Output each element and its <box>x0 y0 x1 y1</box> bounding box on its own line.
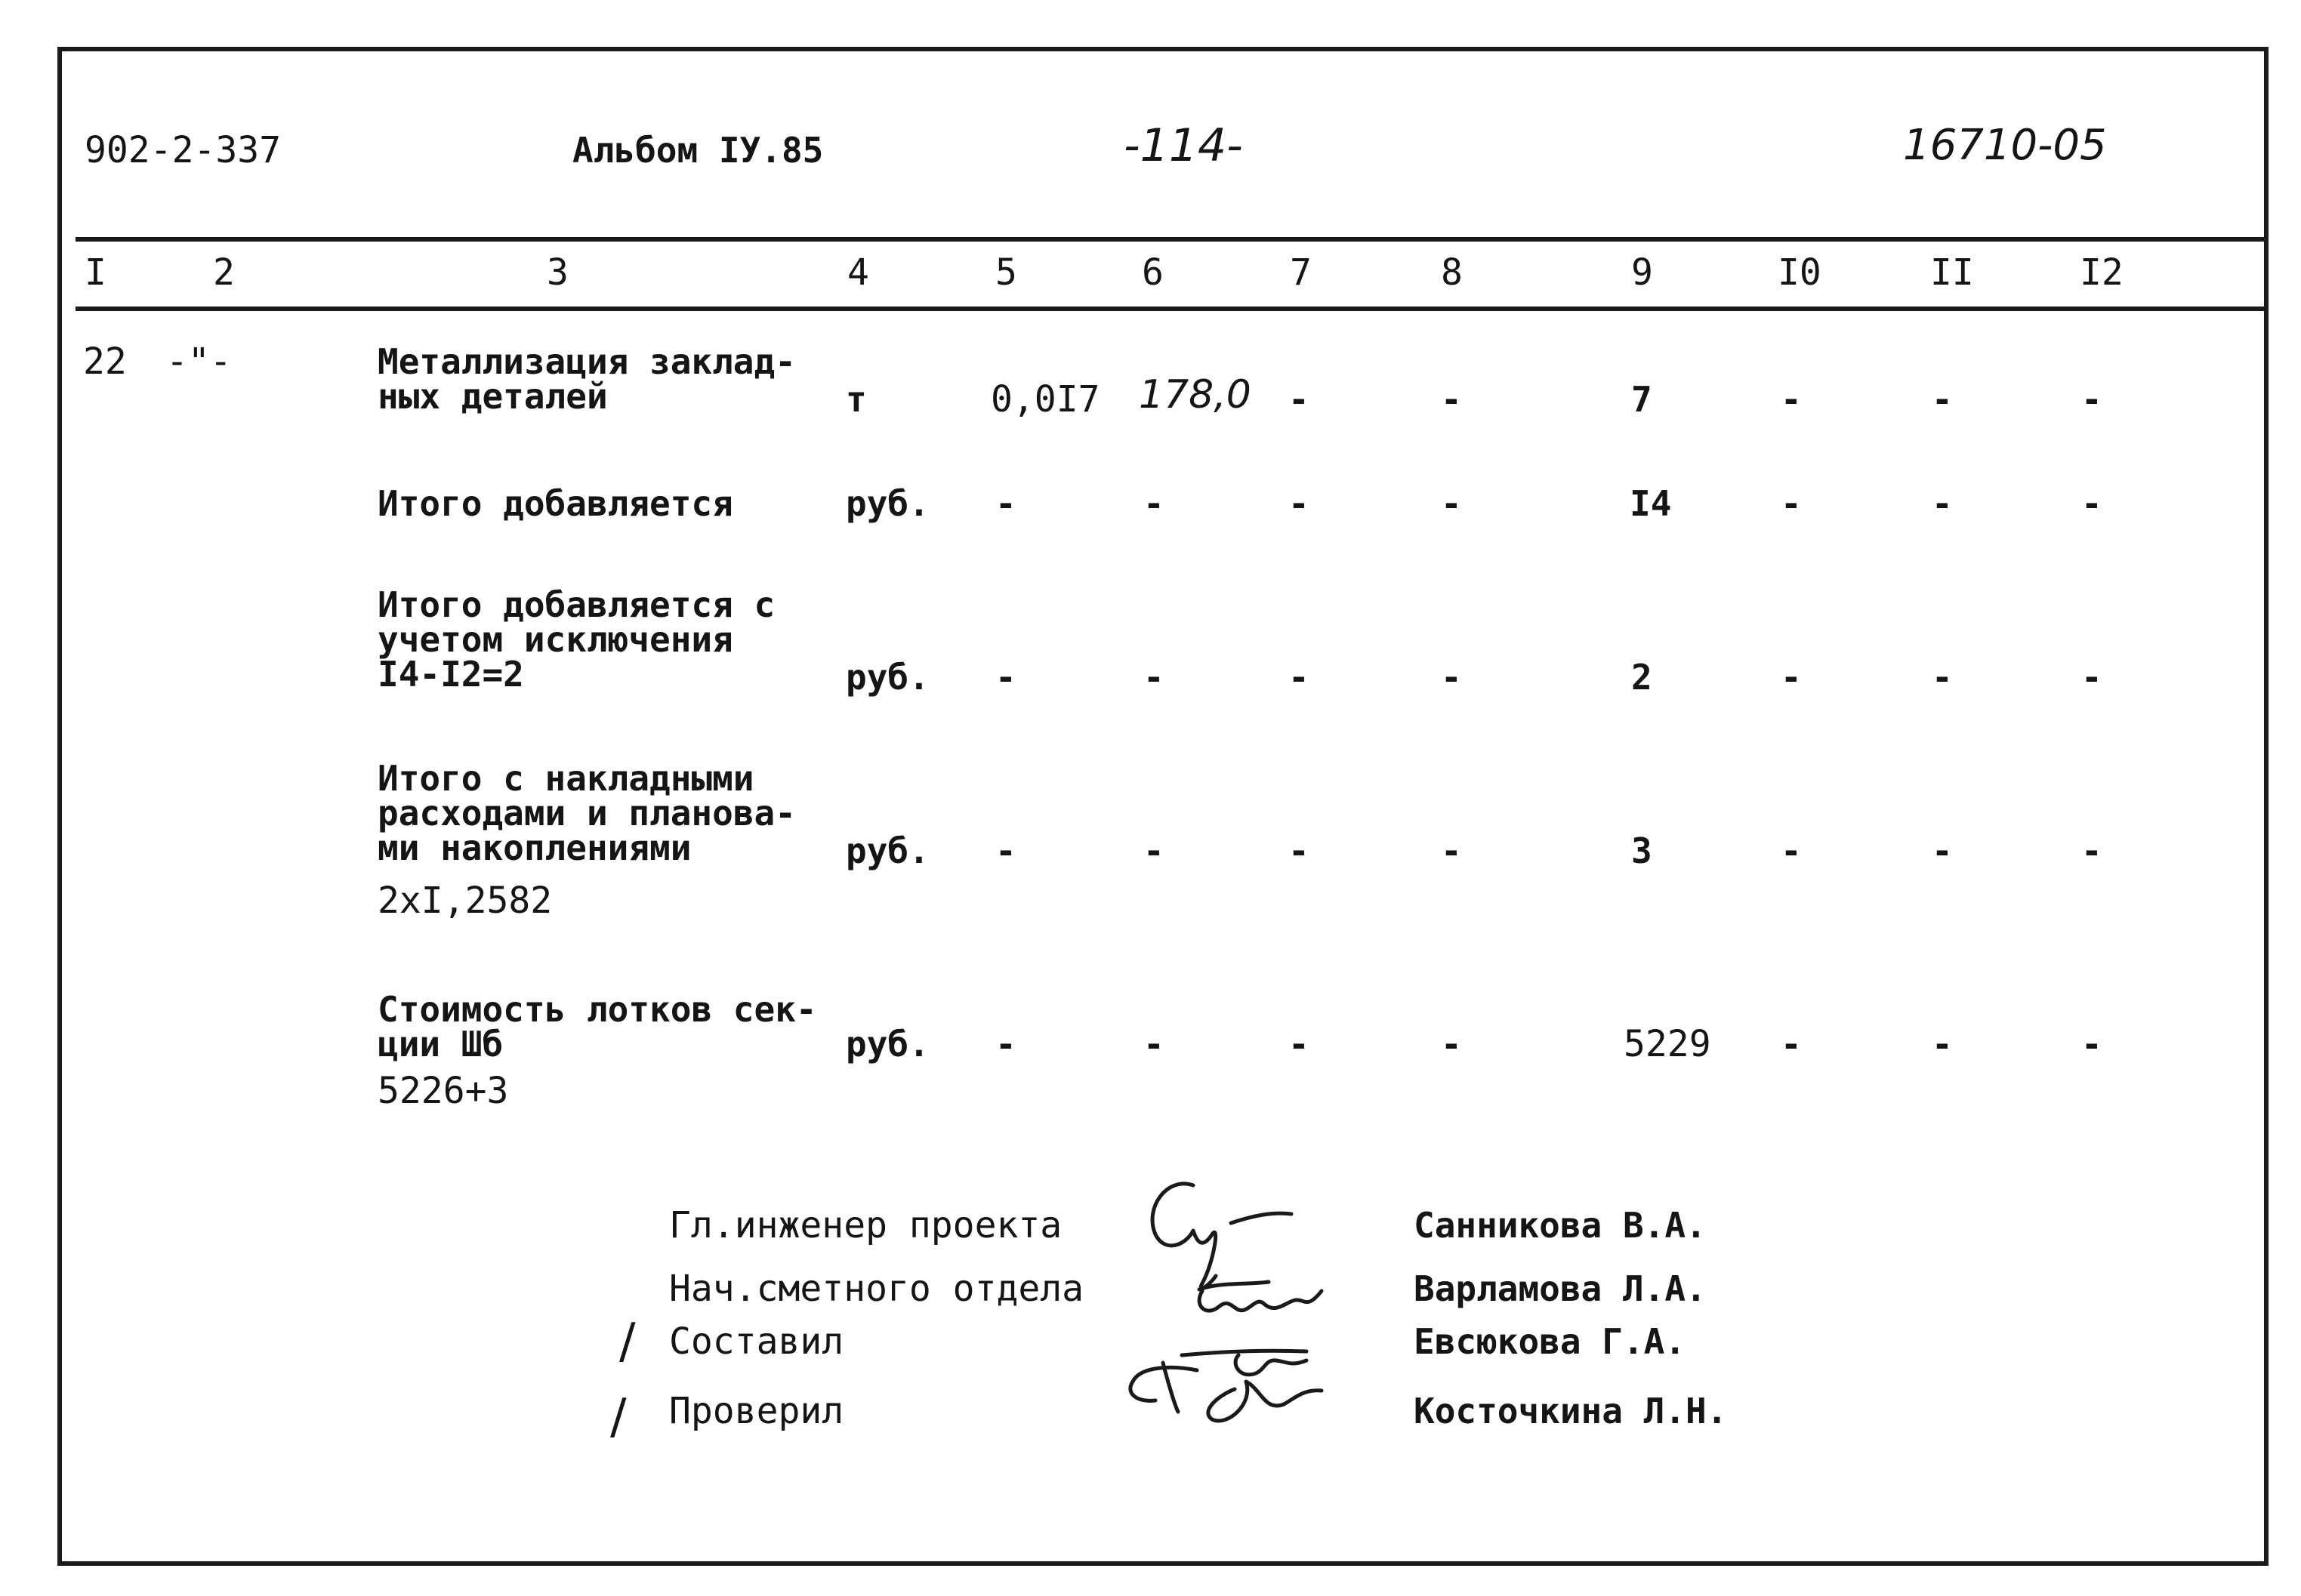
row-quantity: - <box>995 830 1016 871</box>
column-number: 3 <box>547 251 569 294</box>
signatory-role: Гл.инженер проекта <box>669 1204 1063 1246</box>
column-number: I2 <box>2080 251 2124 294</box>
row-total: 3 <box>1631 830 1652 871</box>
handwritten-signature-icon <box>1004 1163 1367 1450</box>
column-number: 4 <box>847 251 869 294</box>
table-header-bottom-rule <box>76 307 2269 311</box>
row-description: Металлизация заклад- ных деталей <box>378 341 796 417</box>
row-col10: - <box>1781 1024 1802 1065</box>
row-col10: - <box>1781 483 1802 524</box>
row-total: 5229 <box>1624 1023 1711 1065</box>
sheet-code: 16710-05 <box>1903 121 2107 170</box>
signatory-role: Нач.сметного отдела <box>669 1268 1084 1310</box>
row-calculation-note: 5226+3 <box>378 1070 509 1112</box>
row-total: 2 <box>1631 657 1652 698</box>
check-mark-icon: / <box>610 1389 627 1445</box>
row-unit: руб. <box>846 830 930 871</box>
row-col10: - <box>1781 379 1802 420</box>
row-col12: - <box>2081 830 2102 871</box>
row-price: - <box>1143 657 1164 698</box>
row-col12: - <box>2081 1024 2102 1065</box>
row-col12: - <box>2081 379 2102 420</box>
row-col12: - <box>2081 657 2102 698</box>
table-header-top-rule <box>76 237 2269 242</box>
row-col11: - <box>1932 379 1953 420</box>
row-calculation-note: 2xI,2582 <box>378 880 553 922</box>
row-col8: - <box>1441 483 1462 524</box>
row-col8: - <box>1441 657 1462 698</box>
row-col8: - <box>1441 1024 1462 1065</box>
signatory-role: Составил <box>669 1320 844 1363</box>
row-quantity: - <box>995 1024 1016 1065</box>
row-col11: - <box>1932 657 1953 698</box>
row-quantity: 0,0I7 <box>991 378 1100 421</box>
signatory-name: Косточкина Л.Н. <box>1414 1391 1728 1431</box>
row-col10: - <box>1781 830 1802 871</box>
column-number: I0 <box>1778 251 1821 294</box>
row-col7: - <box>1288 483 1309 524</box>
row-price: - <box>1143 1024 1164 1065</box>
row-col12: - <box>2081 483 2102 524</box>
column-number: II <box>1930 251 1974 294</box>
row-description: Итого с накладными расходами и планова- ми накоплениями <box>378 758 796 868</box>
row-unit: руб. <box>846 657 930 698</box>
row-quantity: - <box>995 483 1016 524</box>
row-price: 178,0 <box>1139 372 1251 417</box>
row-col8: - <box>1441 379 1462 420</box>
row-col7: - <box>1288 1024 1309 1065</box>
row-quantity: - <box>995 657 1016 698</box>
row-description: Стоимость лотков сек- ции Шб <box>378 989 817 1065</box>
row-unit: руб. <box>846 1024 930 1065</box>
ditto-mark: -"- <box>166 340 232 383</box>
column-number: 6 <box>1142 251 1164 294</box>
row-total: 7 <box>1631 379 1652 420</box>
row-price: - <box>1143 830 1164 871</box>
column-number: I <box>85 251 106 294</box>
row-unit: руб. <box>846 483 930 524</box>
row-col7: - <box>1288 830 1309 871</box>
row-col7: - <box>1288 657 1309 698</box>
row-col11: - <box>1932 830 1953 871</box>
row-number: 22 <box>83 340 127 383</box>
album-label: Альбом IУ.85 <box>572 130 824 171</box>
row-col7: - <box>1288 379 1309 420</box>
column-number: 7 <box>1290 251 1312 294</box>
column-number: 2 <box>213 251 235 294</box>
project-code: 902-2-337 <box>85 129 282 171</box>
signatory-name: Варламова Л.А. <box>1414 1268 1707 1309</box>
row-col11: - <box>1932 483 1953 524</box>
page-number: -114- <box>1124 119 1243 172</box>
column-number: 9 <box>1631 251 1653 294</box>
row-description: Итого добавляется с учетом исключения I4-I2=2 <box>378 584 776 695</box>
row-total: I4 <box>1630 483 1672 524</box>
check-mark-icon: / <box>619 1314 636 1370</box>
signatory-name: Евсюкова Г.А. <box>1414 1321 1686 1362</box>
column-number: 8 <box>1441 251 1463 294</box>
signatory-role: Проверил <box>669 1390 844 1432</box>
row-col11: - <box>1932 1024 1953 1065</box>
row-price: - <box>1143 483 1164 524</box>
column-number: 5 <box>995 251 1017 294</box>
row-unit: т <box>846 379 867 420</box>
row-col10: - <box>1781 657 1802 698</box>
row-description: Итого добавляется <box>378 483 733 524</box>
signatory-name: Санникова В.А. <box>1414 1205 1707 1246</box>
row-col8: - <box>1441 830 1462 871</box>
